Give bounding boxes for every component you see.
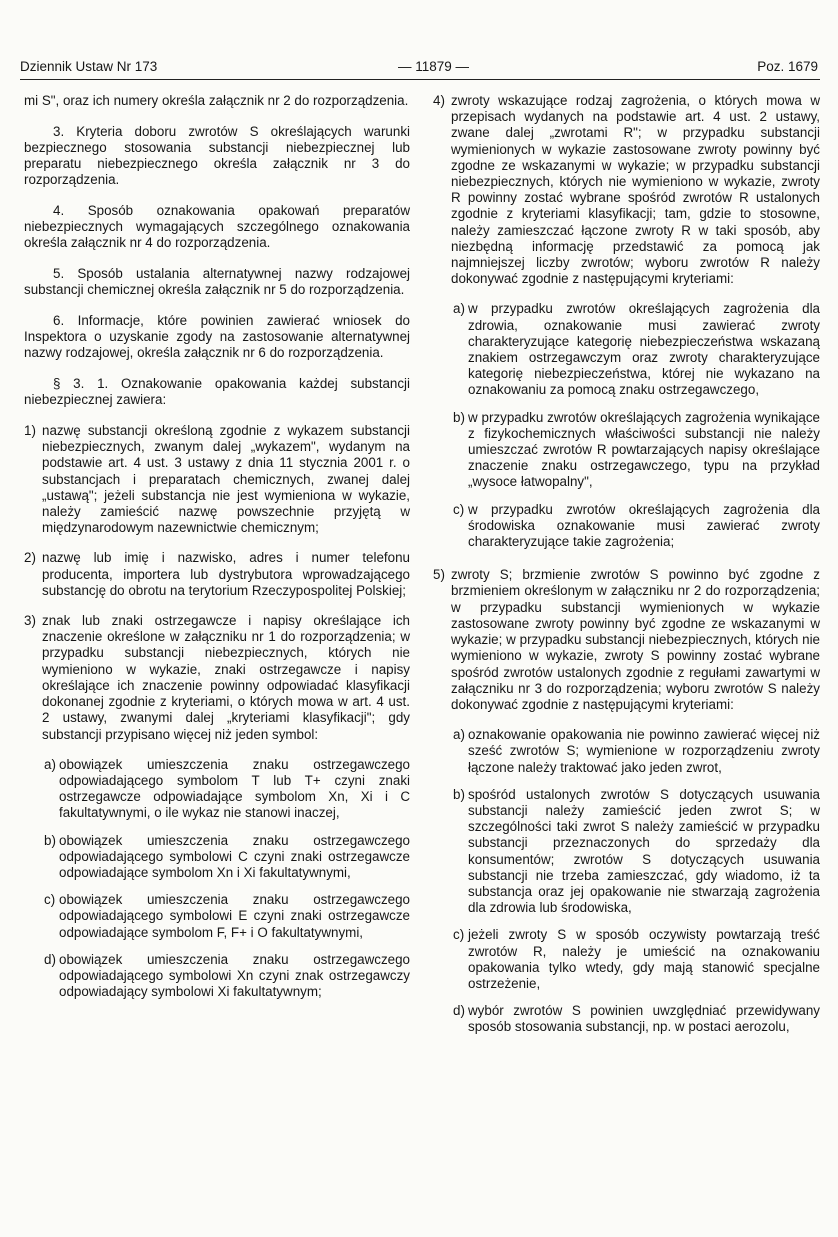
sub-item-text: w przypadku zwrotów określających zagrożenia dla środowiska oznakowanie musi zawierać zwroty charakteryzujące takie zagrożenia;: [468, 501, 820, 550]
sub-item-3a: [44, 757, 410, 822]
list-item-2: [24, 550, 410, 599]
left-column: [24, 93, 410, 1011]
sub-item-4b: [453, 410, 820, 491]
paragraph-continuation: mi S", oraz ich numery określa załącznik nr 2 do rozporządzenia.: [24, 93, 409, 108]
list-item-3: [24, 613, 410, 743]
sub-item-text: obowiązek umieszczenia znaku ostrzegawczego odpowiadającego symbolowi Xn czyni znak ostrzegawczy odpowiadający symbolowi Xi fakultatywnym;: [59, 951, 410, 1000]
list-item-text: nazwę lub imię i nazwisko, adres i numer telefonu producenta, importera lub dystrybutora wprowadzającego substancję do obrotu na terytorium Rzeczypospolitej Polskiej;: [42, 550, 410, 598]
sub-letter: d): [453, 1003, 465, 1019]
list-item-4: [433, 93, 820, 287]
list-number: 5): [433, 567, 445, 583]
sub-letter: c): [453, 927, 465, 943]
sub-item-text: w przypadku zwrotów określających zagrożenia dla zdrowia, oznakowanie musi zawierać zwroty charakteryzujące kategorię niebezpieczeństwa wskazaną znakiem ostrzegawczym oraz zwroty charakteryzujące kategorię niebezpieczeństwa, której nie wykazano na oznakowaniu za pomocą znaku ostrzegawczego,: [468, 301, 820, 398]
sub-item-3b: [44, 833, 410, 882]
sub-item-text: obowiązek umieszczenia znaku ostrzegawczego odpowiadającego symbolom T lub T+ czyni znaki ostrzegawcze odpowiadające symbolom Xn, Xi i C fakultatywnymi, o ile wykaz nie stanowi inaczej,: [59, 756, 410, 821]
sub-item-text: w przypadku zwrotów określających zagrożenia wynikające z fizykochemicznych właściwości substancji nie należy umieszczać zwrotów R powtarzających napisy określające znaczenie znaku ostrzegawczego, typu na przykład „wysoce łatwopalny",: [468, 409, 820, 490]
sub-item-4c: [453, 502, 820, 551]
sub-letter: c): [44, 892, 56, 908]
sub-item-5a: [453, 727, 820, 776]
page-number: — 11879 —: [398, 59, 470, 74]
paragraph-6: 6. Informacje, które powinien zawierać wniosek do Inspektora o uzyskanie zgody na zastosowanie alternatywnej nazwy rodzajowej, określa załącznik nr 6 do rozporządzenia.: [24, 313, 410, 361]
sub-item-5c: [453, 927, 820, 992]
position-number: Poz. 1679: [757, 59, 818, 74]
list-number: 1): [24, 423, 36, 439]
list-item-text: zwroty wskazujące rodzaj zagrożenia, o których mowa w przepisach wydanych na podstawie art. 4 ust. 2 ustawy, zwane dalej „zwrotami R"; w przypadku substancji wymienionych w wykazie zastosowane zwroty powinny być zgodne ze wskazanymi w wykazie; w przypadku substancji niebezpiecznych, których nie wymieniono w wykazie, zwroty R powinny zostać wybrane spośród zwrotów R ustalonych zgodnie z kryteriami klasyfikacji; tam, gdzie to stosowne, należy zamieszczać łączone zwroty R w taki sposób, aby niezbędną informację przedstawić za pomocą jak najmniejszej liczby zwrotów; wyboru zwrotów R należy dokonywać zgodnie z następującymi kryteriami:: [451, 93, 820, 287]
sub-item-5b: [453, 787, 820, 917]
sub-letter: b): [453, 409, 465, 425]
page-header: [20, 57, 820, 77]
sub-letter: a): [453, 727, 465, 743]
section-3-intro: § 3. 1. Oznakowanie opakowania każdej substancji niebezpiecznej zawiera:: [24, 376, 410, 408]
sub-letter: d): [44, 951, 56, 967]
sub-item-text: obowiązek umieszczenia znaku ostrzegawczego odpowiadającego symbolowi C czyni znaki ostrzegawcze odpowiadające symbolom Xn i Xi fakultatywnymi,: [59, 832, 410, 880]
paragraph-5: 5. Sposób ustalania alternatywnej nazwy rodzajowej substancji chemicznej określa załącznik nr 5 do rozporządzenia.: [24, 266, 410, 298]
sub-item-text: spośród ustalonych zwrotów S dotyczących usuwania substancji należy zamieścić jeden zwrot S; w szczególności taki zwrot S należy zamieścić w przypadku substancji przeznaczonych do sprzedaży dla konsumentów; zwrotów S dotyczących usuwania substancji nie trzeba zamieszczać, gdy wiadomo, iż ta substancja oraz jej opakowanie nie stwarzają zagrożenia dla zdrowia lub środowiska,: [468, 786, 820, 916]
paragraph-3: 3. Kryteria doboru zwrotów S określających warunki bezpiecznego stosowania substancji niebezpiecznej lub preparatu niebezpiecznego określa załącznik nr 3 do rozporządzenia.: [24, 123, 410, 188]
sub-item-text: wybór zwrotów S powinien uwzględniać przewidywany sposób stosowania substancji, np. w postaci aerozolu,: [468, 1003, 820, 1035]
list-number: 2): [24, 550, 36, 566]
sub-item-4a: [453, 301, 820, 398]
sub-letter: b): [453, 786, 465, 802]
list-number: 3): [24, 613, 36, 629]
list-item-text: zwroty S; brzmienie zwrotów S powinno być zgodne z brzmieniem określonym w załączniku nr 2 do rozporządzenia; w przypadku substancji wymienionych w wykazie zastosowane zwroty powinny być zgodne ze wskazanymi w wykazie; w przypadku substancji niebezpiecznych, których nie wymieniono w wykazie, zwroty S powinny zostać wybrane spośród zwrotów ustalonych zgodnie z regułami zawartymi w załączniku nr 3 do rozporządzenia; wyboru zwrotów S należy dokonywać zgodnie z następującymi kryteriami:: [451, 567, 820, 712]
journal-title: Dziennik Ustaw Nr 173: [20, 59, 158, 74]
list-item-text: znak lub znaki ostrzegawcze i napisy określające ich znaczenie określone w załączniku nr 1 do rozporządzenia; w przypadku substancji niebezpiecznych, których nie wymieniono w wykazie, znaki ostrzegawcze i napisy określające ich znaczenie powinny odpowiadać klasyfikacji dokonanej zgodnie z kryteriami, o których mowa w art. 4 ust. 2 ustawy, zwanymi dalej „kryteriami klasyfikacji"; gdy substancji przypisano więcej niż jeden symbol:: [42, 613, 410, 742]
list-item-text: nazwę substancji określoną zgodnie z wykazem substancji niebezpiecznych, zwanym dalej „wykazem", wydanym na podstawie art. 4 ust. 3 ustawy z dnia 11 stycznia 2001 r. o substancjach i preparatach chemicznych, zwanej dalej „ustawą"; jeżeli substancja nie jest wymieniona w wykazie, należy zamieścić nazwę powszechnie przyjętą w międzynarodowym nazewnictwie chemicznym;: [42, 423, 410, 536]
sub-item-text: jeżeli zwroty S w sposób oczywisty powtarzają treść zwrotów R, należy je umieścić na oznakowaniu opakowania tylko wtedy, gdy mają stanowić specjalne ostrzeżenie,: [468, 927, 820, 991]
sub-item-text: obowiązek umieszczenia znaku ostrzegawczego odpowiadającego symbolowi E czyni znaki ostrzegawcze odpowiadające symbolom F, F+ i O fakultatywnymi,: [59, 892, 410, 940]
paragraph-4: 4. Sposób oznakowania opakowań preparatów niebezpiecznych wymagających szczególnego oznakowania określa załącznik nr 4 do rozporządzenia.: [24, 203, 410, 251]
header-rule: [20, 79, 820, 80]
sub-item-text: oznakowanie opakowania nie powinno zawierać więcej niż sześć zwrotów S; wymienione w rozporządzeniu zwroty łączone należy traktować jako jeden zwrot,: [468, 727, 820, 775]
sub-letter: a): [44, 756, 56, 772]
sub-letter: b): [44, 832, 56, 848]
list-item-5: [433, 567, 820, 713]
sub-item-5d: [453, 1003, 820, 1035]
sub-letter: a): [453, 301, 465, 317]
sub-letter: c): [453, 501, 465, 517]
list-number: 4): [433, 93, 445, 108]
right-column: [433, 93, 820, 1047]
sub-item-3c: [44, 892, 410, 941]
list-item-1: [24, 423, 410, 536]
sub-item-3d: [44, 952, 410, 1001]
